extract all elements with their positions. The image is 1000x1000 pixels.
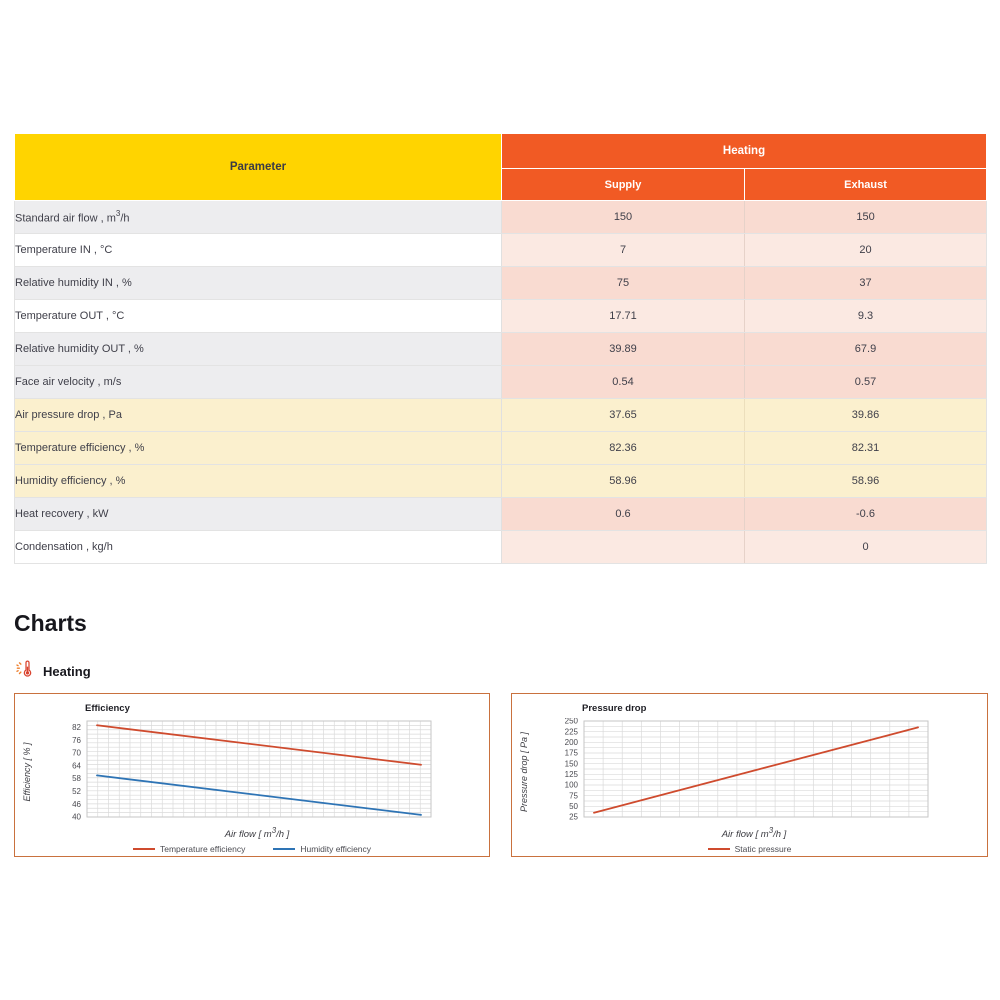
table-row <box>15 201 987 234</box>
parameter-name-cell: Standard air flow , $m^3/h$ <box>15 201 502 234</box>
supply-value-cell: 75 <box>502 267 745 300</box>
pressure-drop-x-axis-label: Air flow [ $m^3/h$ ] <box>721 826 787 841</box>
legend-line-swatch <box>708 848 730 850</box>
table-row <box>15 234 987 267</box>
supply-value-cell: 0.54 <box>502 366 745 399</box>
svg-text:46: 46 <box>72 799 81 809</box>
pressure-drop-y-axis-label: Pressure drop [ Pa ] <box>519 731 529 813</box>
exhaust-value-cell: -0.6 <box>745 498 987 531</box>
legend-label: Temperature efficiency <box>159 844 246 855</box>
parameter-name-cell: Relative humidity OUT , % <box>15 333 502 366</box>
table-row <box>15 366 987 399</box>
heating-subsection-header <box>14 659 91 684</box>
parameter-name-cell: Face air velocity , m/s <box>15 366 502 399</box>
supply-column-header: Supply <box>502 169 745 201</box>
table-row <box>15 399 987 432</box>
efficiency-chart-legend <box>15 844 489 854</box>
exhaust-value-cell: 67.9 <box>745 333 987 366</box>
heating-subsection-label: Heating <box>43 664 91 679</box>
efficiency-x-axis-label: Air flow [ $m^3/h$ ] <box>224 826 290 841</box>
parameter-name-cell: Air pressure drop , Pa <box>15 399 502 432</box>
charts-section-title: Charts <box>14 610 87 636</box>
supply-value-cell: 37.65 <box>502 399 745 432</box>
supply-value-cell: 150 <box>502 201 745 234</box>
parameter-name-cell: Temperature OUT , °C <box>15 300 502 333</box>
efficiency-plot <box>39 718 475 826</box>
supply-value-cell: 7 <box>502 234 745 267</box>
pressure-drop-chart-panel <box>511 693 988 857</box>
parameter-name-cell: Temperature IN , °C <box>15 234 502 267</box>
svg-text:225: 225 <box>564 727 578 737</box>
svg-text:82: 82 <box>72 723 81 732</box>
exhaust-column-header: Exhaust <box>745 169 987 201</box>
table-row <box>15 498 987 531</box>
legend-item <box>708 844 792 854</box>
svg-text:200: 200 <box>564 737 578 747</box>
table-row <box>15 267 987 300</box>
supply-value-cell: 0.6 <box>502 498 745 531</box>
table-row <box>15 465 987 498</box>
efficiency-chart-panel <box>14 693 490 857</box>
exhaust-value-cell: 37 <box>745 267 987 300</box>
svg-text:25: 25 <box>569 812 578 822</box>
table-body <box>15 201 987 564</box>
legend-item <box>133 844 245 854</box>
pressure-drop-chart-legend <box>512 844 987 854</box>
svg-text:64: 64 <box>72 761 81 771</box>
pressure-drop-chart-title: Pressure drop <box>582 703 647 714</box>
efficiency-y-axis-label: Efficiency [ % ] <box>22 742 32 802</box>
supply-value-cell <box>502 531 745 564</box>
table-row <box>15 300 987 333</box>
exhaust-value-cell: 0.57 <box>745 366 987 399</box>
svg-text:100: 100 <box>564 780 578 790</box>
svg-text:175: 175 <box>564 748 578 758</box>
svg-text:52: 52 <box>72 787 81 796</box>
legend-label: Static pressure <box>734 844 792 855</box>
exhaust-value-cell: 82.31 <box>745 432 987 465</box>
table-row <box>15 333 987 366</box>
parameter-name-cell: Heat recovery , kW <box>15 498 502 531</box>
table-row <box>15 531 987 564</box>
parameter-name-cell: Relative humidity IN , % <box>15 267 502 300</box>
exhaust-value-cell: 58.96 <box>745 465 987 498</box>
legend-line-swatch <box>273 848 295 850</box>
svg-text:75: 75 <box>569 791 578 801</box>
table-header-row-1 <box>15 134 987 169</box>
temperature-high-icon <box>14 659 34 684</box>
legend-label: Humidity efficiency <box>300 844 372 855</box>
supply-value-cell: 17.71 <box>502 300 745 333</box>
parameter-name-cell: Humidity efficiency , % <box>15 465 502 498</box>
exhaust-value-cell: 20 <box>745 234 987 267</box>
svg-text:250: 250 <box>564 718 578 726</box>
parameters-table <box>14 133 987 564</box>
legend-item <box>273 844 371 854</box>
svg-text:58: 58 <box>72 774 81 784</box>
heating-group-header-cell: Heating <box>502 134 987 169</box>
supply-value-cell: 58.96 <box>502 465 745 498</box>
svg-text:40: 40 <box>72 812 81 822</box>
parameter-header-cell: Parameter <box>15 134 502 201</box>
table-row <box>15 432 987 465</box>
svg-text:125: 125 <box>564 769 578 779</box>
exhaust-value-cell: 150 <box>745 201 987 234</box>
parameter-name-cell: Temperature efficiency , % <box>15 432 502 465</box>
parameter-name-cell: Condensation , kg/h <box>15 531 502 564</box>
exhaust-value-cell: 0 <box>745 531 987 564</box>
svg-text:76: 76 <box>72 735 81 745</box>
pressure-drop-plot <box>536 718 972 826</box>
supply-value-cell: 82.36 <box>502 432 745 465</box>
svg-text:150: 150 <box>564 759 578 769</box>
efficiency-chart-title: Efficiency <box>85 703 130 714</box>
supply-value-cell: 39.89 <box>502 333 745 366</box>
legend-line-swatch <box>133 848 155 850</box>
svg-text:50: 50 <box>569 801 578 811</box>
exhaust-value-cell: 9.3 <box>745 300 987 333</box>
svg-text:70: 70 <box>72 748 81 758</box>
exhaust-value-cell: 39.86 <box>745 399 987 432</box>
